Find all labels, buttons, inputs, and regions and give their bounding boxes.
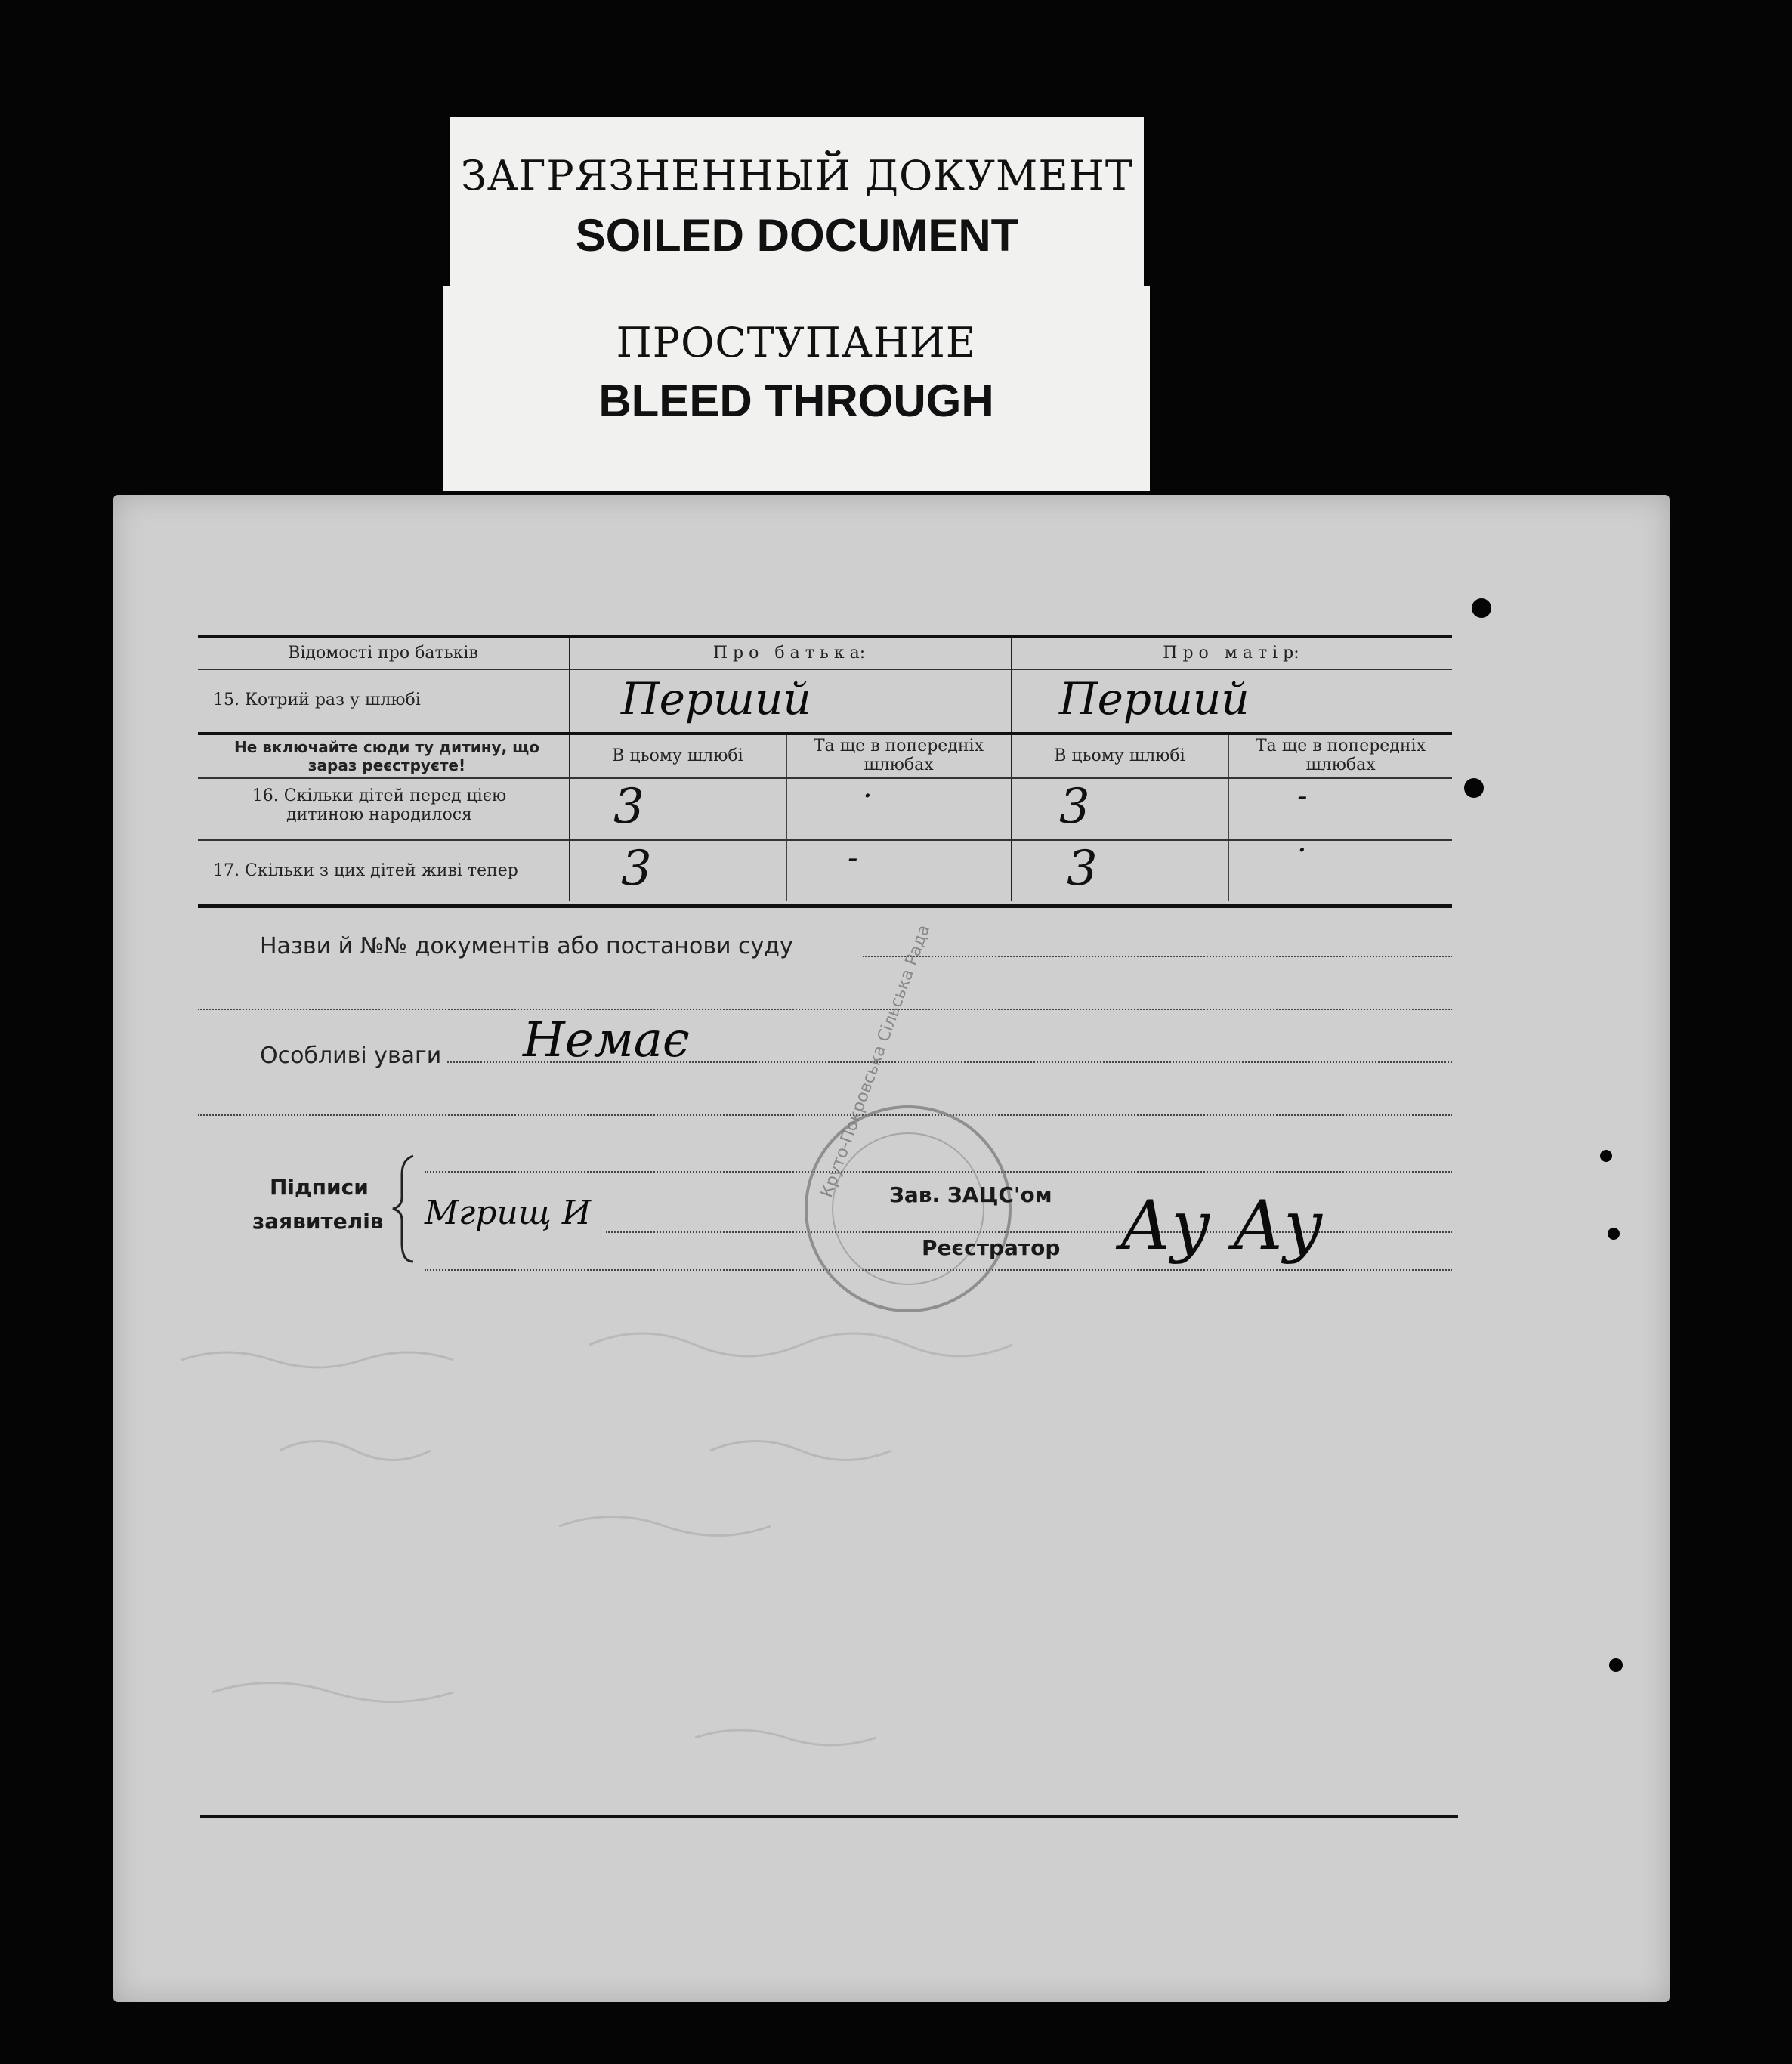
subheader-father-prev: Та ще в попередніх шлюбах [814,737,984,774]
soiled-document-label [450,117,1144,292]
row17-father-prev: - [848,841,858,876]
stamp-text: Круто-Покровська Сільська Рада [817,922,935,1200]
signatures-brace [391,1152,421,1265]
row16-mother-this: 3 [1059,779,1090,835]
row17-label: 17. Скільки з цих дітей живі тепер [213,861,518,880]
header-about-mother: П р о м а т і р: [1163,644,1299,663]
bottom-rule [200,1815,1458,1818]
table-row-16 [198,779,1452,841]
remarks-field [447,1061,1452,1063]
subheader-father-this: В цьому шлюбі [612,746,743,765]
subheader-mother-this: В цьому шлюбі [1054,746,1185,765]
bleed-label-ru: ПРОСТУПАНИЕ [616,319,977,366]
remarks-value: Немає [523,1012,690,1068]
table-header-row [198,638,1452,670]
punch-hole [1609,1658,1623,1672]
bleed-through-label [443,286,1150,491]
documents-label: Назви й №№ документів або постанови суду [260,933,793,959]
row16-label: 16. Скільки дітей перед цією дитиною народилося [252,786,507,824]
subheader-note: Не включайте сюди ту дитину, що зараз реєструєте! [233,738,539,774]
row17-mother-prev: · [1297,833,1307,868]
punch-hole [1472,598,1491,618]
punch-hole [1600,1150,1612,1162]
table-subheader-row [198,735,1452,779]
bleed-through-marks [166,1299,1451,1791]
row16-mother-prev: - [1297,779,1308,814]
office-stamp [795,1095,1021,1322]
row17-mother-this: 3 [1067,841,1098,897]
signature-field-mid [606,1231,1452,1233]
registrar-label: Реєстратор [922,1235,1061,1260]
subheader-mother-prev: Та ще в попередніх шлюбах [1256,737,1426,774]
row15-father-value: Перший [621,673,811,725]
parents-table [198,635,1452,908]
soiled-label-ru: ЗАГРЯЗНЕННЫЙ ДОКУМЕНТ [461,152,1133,199]
documents-field-2 [198,1009,1452,1010]
registrar-signature: Ау Ау [1120,1186,1324,1265]
row16-father-this: 3 [613,779,644,835]
table-row-15 [198,669,1452,735]
remarks-label: Особливі уваги [260,1043,442,1069]
applicant-signature: Мгрищ И [425,1194,592,1232]
documents-field [863,956,1452,957]
signatures-label-2: заявителів [252,1209,384,1234]
row17-father-this: 3 [621,841,652,897]
row16-father-prev: · [863,779,873,814]
row15-label: 15. Котрий раз у шлюбі [213,691,421,709]
punch-hole [1608,1228,1620,1240]
row15-mother-value: Перший [1059,673,1250,725]
punch-hole [1464,778,1484,798]
header-about-father: П р о б а т ь к а: [712,644,866,663]
bleed-label-en: BLEED THROUGH [598,375,994,426]
header-info-about-parents: Відомості про батьків [288,644,478,663]
signatures-label-1: Підписи [270,1175,369,1200]
table-row-17 [198,833,1452,901]
soiled-label-en: SOILED DOCUMENT [575,210,1019,261]
head-label: Зав. ЗАЦС'ом [889,1182,1052,1207]
